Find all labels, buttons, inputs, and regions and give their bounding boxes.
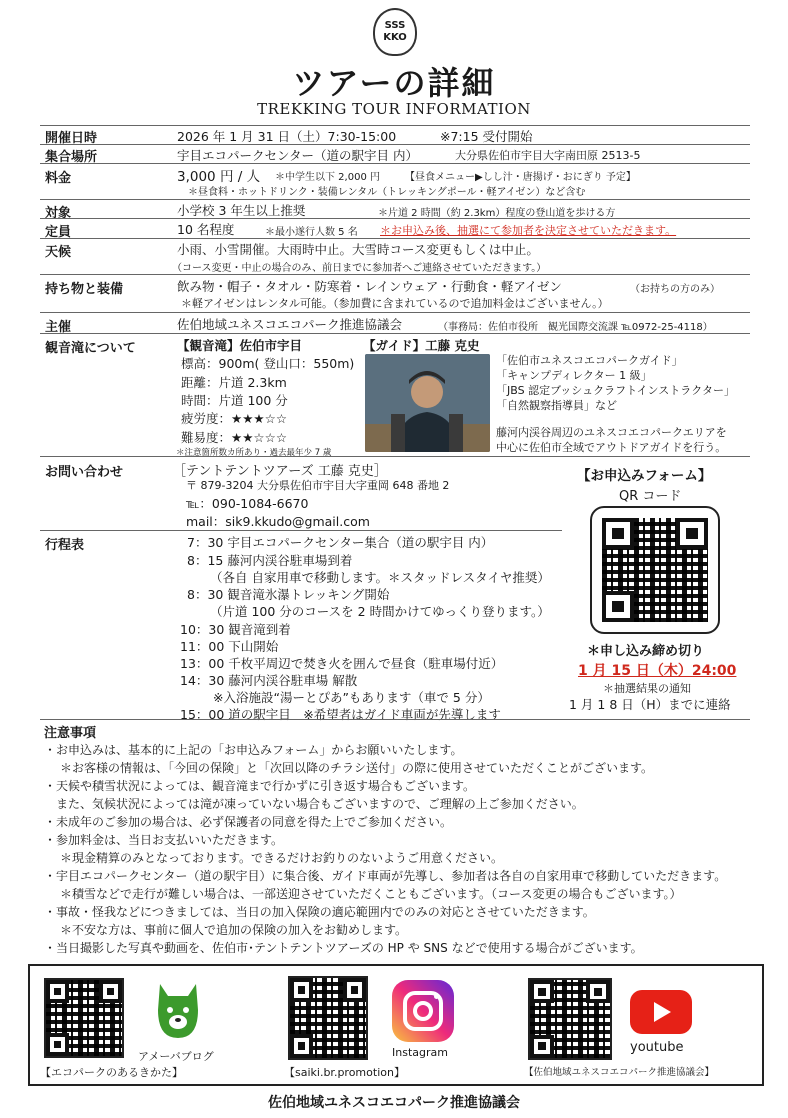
place-label: 集合場所 bbox=[45, 150, 98, 165]
note-line: ・参加料金は、当日お支払いいただきます。 bbox=[44, 833, 284, 847]
place-value: 宇目エコパークセンター（道の駅宇目 内） bbox=[177, 148, 418, 163]
target-label: 対象 bbox=[45, 206, 72, 221]
date-label: 開催日時 bbox=[45, 131, 98, 146]
guide-desc-2: 中心に佐伯市全域でアウトドアガイドを行う。 bbox=[496, 441, 727, 454]
guide-cred-2: 「キャンプディレクター 1 級」 bbox=[496, 369, 652, 382]
schedule-line: 15：00 道の駅宇目 ※希望者はガイド車両が先導します bbox=[180, 707, 501, 722]
divider bbox=[40, 125, 750, 126]
host-value: 佐伯地域ユネスコエコパーク推進協議会 bbox=[177, 317, 403, 332]
apply-result-label: ＊抽選結果の通知 bbox=[603, 682, 691, 695]
apply-qr-frame bbox=[590, 506, 720, 634]
schedule-line: 13：00 千枚平周辺で焚き火を囲んで昼食（駐車場付近） bbox=[180, 656, 504, 671]
apply-heading: 【お申込みフォーム】 bbox=[577, 468, 712, 484]
apply-deadline: 1 月 15 日（木）24:00 bbox=[578, 663, 737, 679]
page-subtitle: TREKKING TOUR INFORMATION bbox=[257, 100, 531, 118]
note-line: ・天候や積雪状況によっては、観音滝まで行かずに引き返す場合もございます。 bbox=[44, 779, 476, 793]
note-line: ・未成年のご参加の場合は、必ず保護者の同意を得た上でご参加ください。 bbox=[44, 815, 453, 829]
logo-emblem bbox=[373, 8, 417, 56]
guide-photo bbox=[365, 354, 490, 452]
schedule-line: 14：30 藤河内渓谷駐車場 解散 bbox=[180, 673, 358, 688]
schedule-line: 10：30 観音滝到着 bbox=[180, 622, 291, 637]
falls-time: 時間：片道 100 分 bbox=[181, 393, 288, 408]
logo-text-bottom: KKO bbox=[383, 32, 407, 43]
guide-cred-3: 「JBS 認定ブッシュクラフトインストラクター」 bbox=[496, 384, 735, 397]
note-line: ・お申込みは、基本的に上記の「お申込みフォーム」からお願いいたします。 bbox=[44, 743, 463, 757]
ameba-label: アメーバブログ bbox=[138, 1050, 214, 1063]
instagram-caption[interactable]: 【saiki.br.promotion】 bbox=[284, 1066, 405, 1079]
guide-desc-1: 藤河内渓谷周辺のユネスコエコパークエリアを bbox=[496, 426, 727, 439]
contact-mail[interactable]: mail：sik9.kkudo@gmail.com bbox=[186, 514, 370, 529]
host-note: （事務局：佐伯市役所 観光国際交流課 ℡0972-25-4118） bbox=[438, 322, 713, 333]
falls-fatigue: 疲労度：★★★☆☆ bbox=[181, 411, 288, 426]
note-line: ＊不安な方は、事前に個人で追加の保険の加入をお勧めします。 bbox=[60, 923, 408, 937]
logo-text-top: SSS bbox=[384, 20, 406, 31]
youtube-qr-code[interactable] bbox=[528, 978, 612, 1060]
apply-deadline-label: ＊申し込み締め切り bbox=[587, 644, 705, 659]
instagram-qr-code[interactable] bbox=[288, 976, 368, 1060]
schedule-line: ※入浴施設“湯ーとぴあ”もあります（車で 5 分） bbox=[213, 690, 490, 705]
weather-note: （コース変更・中止の場合のみ、前日までに参加者へご連絡させていただきます。） bbox=[172, 263, 547, 274]
fee-note-includes: ＊昼食料・ホットドリンク・装備レンタル（トレッキングポール・軽アイゼン）など含む bbox=[188, 187, 586, 198]
falls-distance: 距離：片道 2.3km bbox=[181, 375, 287, 390]
contact-tel: ℡：090-1084-6670 bbox=[186, 496, 309, 511]
fee-note-junior: ＊中学生以下 2,000 円 bbox=[275, 172, 380, 183]
note-line: ＊お客様の情報は、「今回の保険」と「次回以降のチラシ送付」の際に使用させていただくことがございます。 bbox=[60, 761, 654, 775]
schedule-line: 11：00 下山開始 bbox=[180, 639, 279, 654]
capacity-note: ＊最小遂行人数 5 名 bbox=[265, 227, 358, 238]
capacity-label: 定員 bbox=[45, 225, 72, 240]
gear-value: 飲み物・帽子・タオル・防寒着・レインウェア・行動食・軽アイゼン bbox=[177, 279, 562, 294]
date-value: 2026 年 1 月 31 日（土）7:30-15:00 bbox=[177, 129, 397, 144]
target-value: 小学校 3 年生以上推奨 bbox=[177, 203, 306, 218]
divider bbox=[40, 333, 750, 334]
divider bbox=[40, 163, 750, 164]
fee-note-lunch: 【昼食メニュー▶しし汁・唐揚げ・おにぎり 予定】 bbox=[405, 172, 636, 183]
schedule-line: （各自 自家用車で移動します。＊スタッドレスタイヤ推奨） bbox=[210, 570, 550, 585]
note-line: ＊積雪などで走行が難しい場合は、一部送迎させていただくこともございます。（コース変更の場合もございます。） bbox=[60, 887, 682, 901]
divider bbox=[40, 218, 750, 219]
notes-heading: 注意事項 bbox=[44, 726, 97, 741]
gear-note-inline: （お持ちの方のみ） bbox=[630, 284, 720, 295]
apply-qr-label: QR コード bbox=[619, 489, 682, 504]
apply-result-date: 1 月 1 8 日（H）までに連絡 bbox=[569, 697, 731, 712]
divider bbox=[40, 274, 750, 275]
divider bbox=[40, 456, 750, 457]
divider bbox=[40, 312, 750, 313]
apply-qr-code[interactable] bbox=[602, 518, 708, 622]
note-line: ・宇目エコパークセンター（道の駅宇目）に集合後、ガイド車両が先導し、参加者は各自の自家用車で移動していただきます。 bbox=[44, 869, 727, 883]
note-line: また、気候状況によっては滝が凍っていない場合もございますので、ご理解の上ご参加ください。 bbox=[56, 797, 584, 811]
schedule-line: 8：15 藤河内渓谷駐車場到着 bbox=[187, 553, 353, 568]
instagram-icon[interactable] bbox=[392, 980, 454, 1042]
schedule-line: （片道 100 分のコースを 2 時間かけてゆっくり登ります。） bbox=[210, 604, 550, 619]
note-line: ＊現金精算のみとなっております。できるだけお釣りのないようご用意ください。 bbox=[60, 851, 504, 865]
divider bbox=[40, 530, 562, 531]
contact-name: ［テントテントツアーズ 工藤 克史］ bbox=[173, 464, 387, 479]
guide-heading: 【ガイド】工藤 克史 bbox=[363, 338, 480, 353]
falls-heading: 【観音滝】佐伯市宇目 bbox=[177, 338, 303, 353]
schedule-label: 行程表 bbox=[45, 538, 85, 553]
divider bbox=[40, 238, 750, 239]
weather-value: 小雨、小雪開催。大雨時中止。大雪時コース変更もしくは中止。 bbox=[177, 242, 539, 257]
host-label: 主催 bbox=[45, 320, 72, 335]
youtube-icon[interactable] bbox=[630, 990, 692, 1034]
contact-label: お問い合わせ bbox=[45, 465, 124, 480]
target-note: ＊片道 2 時間（約 2.3km）程度の登山道を歩ける方 bbox=[378, 208, 616, 219]
falls-caution: ＊注意箇所数カ所あり・過去最年少 7 歳 bbox=[176, 448, 332, 458]
note-line: ・当日撮影した写真や動画を、佐伯市･テントテントツアーズの HP や SNS などで使用する場合がございます。 bbox=[44, 941, 643, 955]
divider bbox=[40, 719, 750, 720]
schedule-line: 8：30 観音滝氷瀑トレッキング開始 bbox=[187, 587, 390, 602]
capacity-value: 10 名程度 bbox=[177, 222, 235, 237]
place-address: 大分県佐伯市宇目大字南田原 2513-5 bbox=[455, 149, 641, 162]
instagram-label: Instagram bbox=[392, 1046, 448, 1059]
weather-label: 天候 bbox=[45, 245, 72, 260]
gear-note: ＊軽アイゼンはレンタル可能。（参加費に含まれているので追加料金はございません。） bbox=[181, 297, 609, 310]
capacity-lottery-note: ＊お申込み後、抽選にて参加者を決定させていただきます。 bbox=[380, 224, 677, 237]
guide-cred-1: 「佐伯市ユネスコエコパークガイド」 bbox=[496, 354, 683, 367]
divider bbox=[40, 144, 750, 145]
falls-label: 観音滝について bbox=[45, 341, 136, 356]
footer-org: 佐伯地域ユネスコエコパーク推進協議会 bbox=[268, 1095, 520, 1111]
ameba-qr-code[interactable] bbox=[44, 978, 124, 1058]
youtube-label: youtube bbox=[630, 1040, 684, 1055]
page-title: ツアーの詳細 bbox=[292, 64, 496, 102]
falls-elevation: 標高：900m( 登山口：550m) bbox=[181, 356, 355, 371]
note-line: ・事故・怪我などにつきましては、当日の加入保険の適応範囲内でのみの対応とさせていただきます。 bbox=[44, 905, 595, 919]
contact-address: 〒 879-3204 大分県佐伯市宇目大字重岡 648 番地 2 bbox=[186, 479, 450, 492]
ameba-caption[interactable]: 【エコパークのあるきかた】 bbox=[40, 1066, 183, 1079]
fee-value: 3,000 円 / 人 bbox=[177, 169, 261, 185]
schedule-line: 7：30 宇目エコパークセンター集合（道の駅宇目 内） bbox=[187, 535, 494, 550]
divider bbox=[40, 199, 750, 200]
guide-cred-4: 「自然観察指導員」など bbox=[496, 399, 617, 412]
falls-difficulty: 難易度：★★☆☆☆ bbox=[181, 430, 288, 445]
ameba-icon[interactable] bbox=[150, 980, 206, 1044]
sns-footer-box bbox=[28, 964, 764, 1086]
date-note: ※7:15 受付開始 bbox=[440, 129, 533, 144]
youtube-caption[interactable]: 【佐伯地域ユネスコエコパーク推進協議会】 bbox=[524, 1067, 715, 1078]
fee-label: 料金 bbox=[45, 171, 72, 186]
gear-label: 持ち物と装備 bbox=[45, 282, 124, 297]
